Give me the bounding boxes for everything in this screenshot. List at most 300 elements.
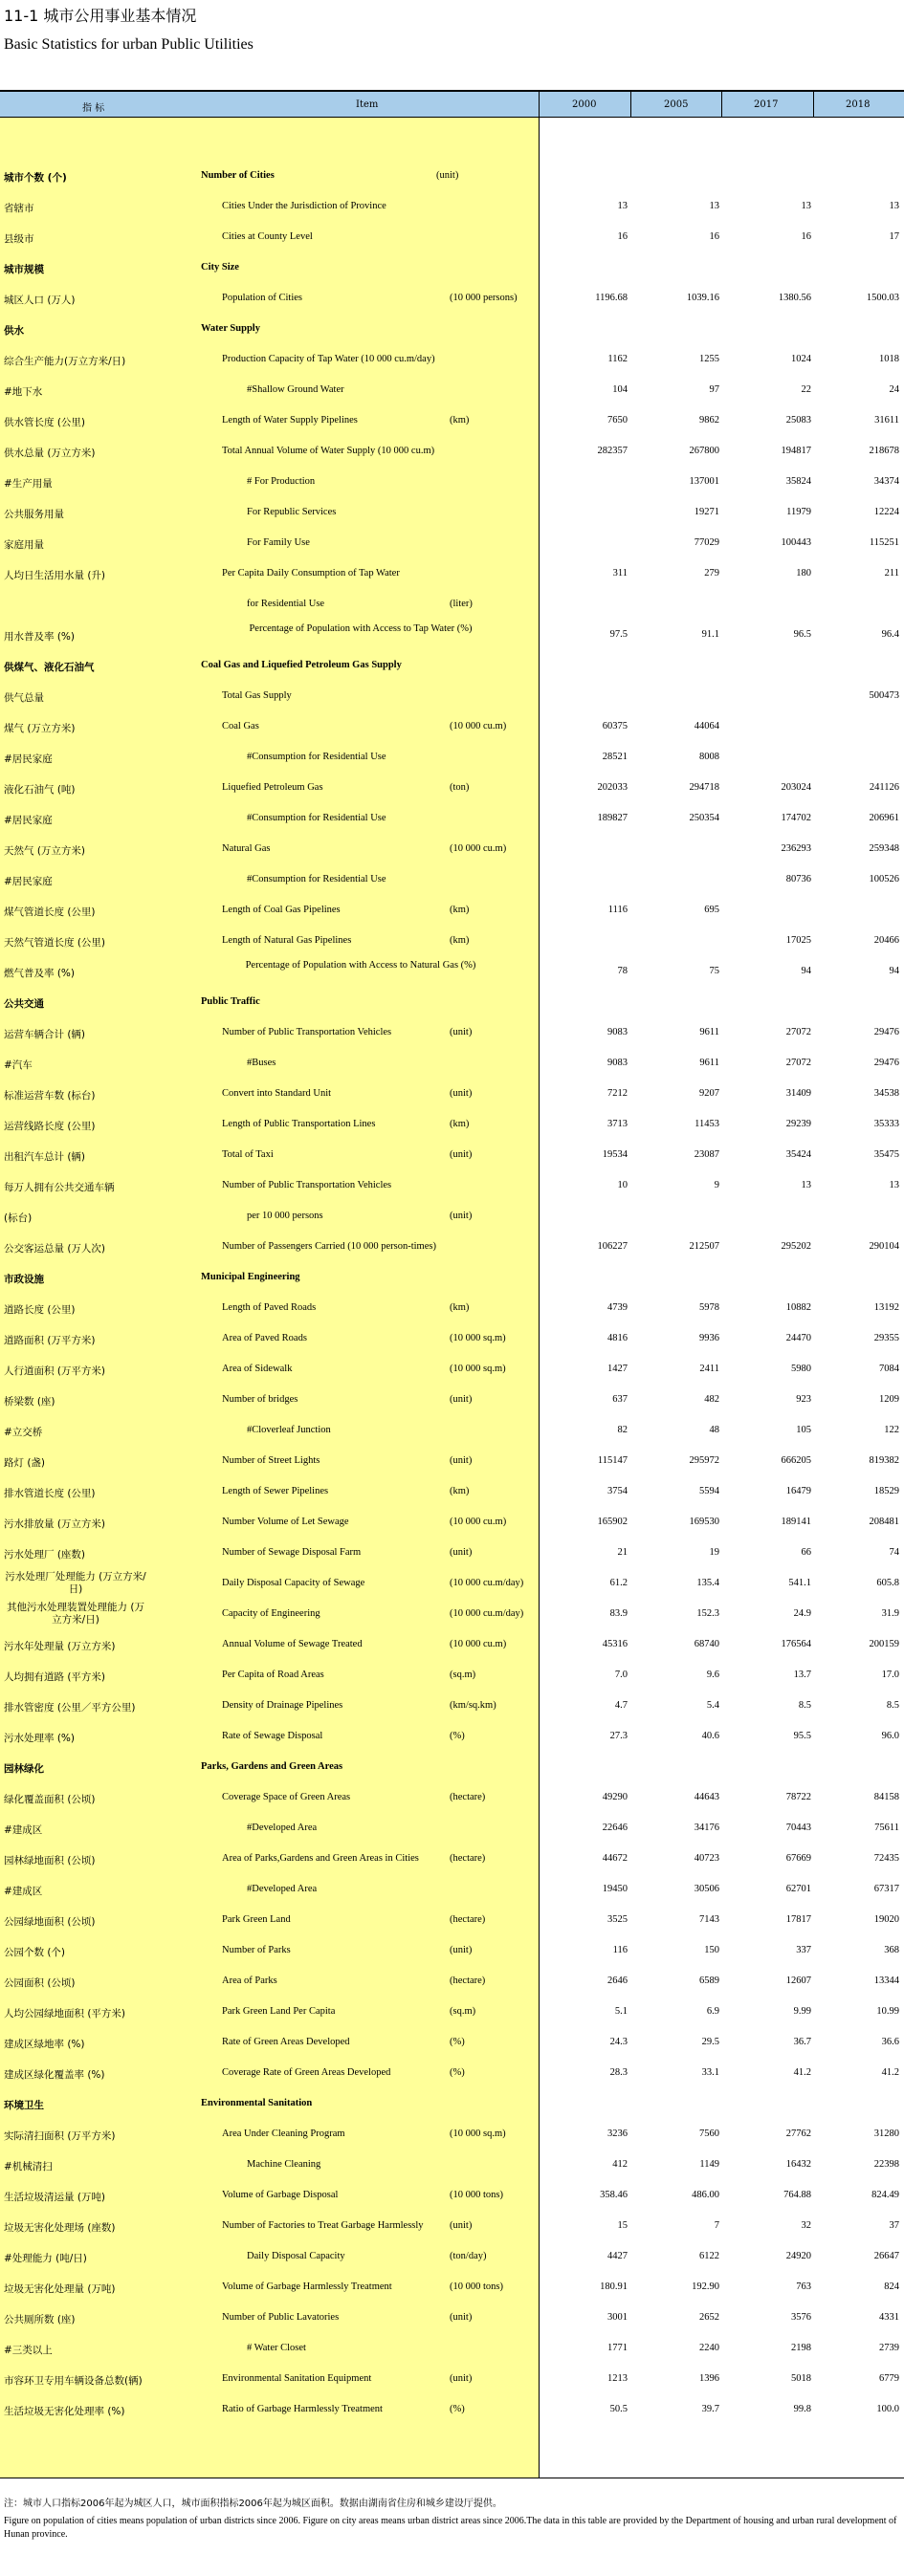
row-label-en: Daily Disposal Capacity of Sewage	[222, 1578, 365, 1588]
row-label-cn: 综合生产能力(万立方米/日)	[4, 356, 126, 367]
cell-value: 11453	[695, 1119, 719, 1129]
table-row	[0, 222, 904, 252]
cell-value: 1255	[699, 354, 719, 364]
row-label-en: Parks, Gardens and Green Areas	[201, 1761, 343, 1772]
cell-value: 67317	[873, 1884, 899, 1894]
cell-value: 137001	[689, 476, 719, 487]
row-label-en: #Consumption for Residential Use	[247, 874, 386, 884]
table-row	[0, 2241, 904, 2272]
row-label-cn: 标准运营车数 (标台)	[4, 1090, 96, 1102]
cell-value: 8008	[699, 752, 719, 762]
cell-value: 923	[796, 1394, 811, 1405]
cell-value: 169530	[689, 1517, 719, 1527]
row-label-en: Area of Parks	[222, 1976, 277, 1986]
row-label-en: Length of Natural Gas Pipelines	[222, 935, 352, 946]
table-row	[0, 436, 904, 467]
cell-value: 13	[709, 201, 719, 211]
cell-value: 74	[889, 1547, 899, 1558]
cell-value: 9611	[699, 1058, 719, 1068]
row-label-cn: #处理能力 (吨/日)	[4, 2253, 87, 2264]
row-label-cn: 人均日生活用水量 (升)	[4, 570, 106, 581]
cell-value: 3576	[791, 2312, 811, 2323]
cell-value: 22	[801, 384, 811, 395]
row-unit: (liter)	[450, 599, 473, 609]
cell-value: 203024	[781, 782, 811, 793]
cell-value: 18529	[873, 1486, 899, 1496]
row-label-en: Population of Cities	[222, 293, 302, 303]
cell-value: 62701	[785, 1884, 811, 1894]
row-label-en: Capacity of Engineering	[222, 1608, 320, 1619]
cell-value: 19	[709, 1547, 719, 1558]
cell-value: 50.5	[609, 2404, 628, 2414]
row-label-cn: 污水处理厂 (座数)	[4, 1549, 86, 1561]
cell-value: 1162	[607, 354, 628, 364]
cell-value: 7212	[607, 1088, 628, 1099]
table-row	[0, 161, 904, 191]
row-unit: (ton/day)	[450, 2251, 487, 2261]
cell-value: 24.3	[609, 2037, 628, 2047]
row-label-cn: 运营线路长度 (公里)	[4, 1121, 96, 1132]
row-label-en: # Water Closet	[247, 2343, 306, 2353]
footnote-en: Figure on population of cities means population of urban districts since 2006. Figure on city areas means urban district areas since 2006.The data in this table are provided by the Department of housing and urban rural development of Hunan province.	[4, 2516, 897, 2540]
header-divider	[630, 92, 631, 118]
row-label-en: Park Green Land Per Capita	[222, 2006, 336, 2017]
row-label-cn: #三类以上	[4, 2345, 53, 2356]
cell-value: 4.7	[614, 1700, 628, 1711]
cell-value: 95.5	[793, 1731, 811, 1741]
row-label-en: Environmental Sanitation Equipment	[222, 2373, 372, 2384]
cell-value: 9.6	[706, 1670, 719, 1680]
row-label-cn: 其他污水处理装置处理能力 (万立方米/日)	[7, 1602, 144, 1626]
row-unit: (10 000 tons)	[450, 2190, 503, 2200]
cell-value: 236293	[781, 843, 811, 854]
table-row	[0, 283, 904, 314]
cell-value: 15	[617, 2220, 628, 2231]
row-label-en: Coal Gas and Liquefied Petroleum Gas Supply	[201, 660, 402, 670]
row-unit: (km)	[450, 1302, 470, 1313]
table-row	[0, 467, 904, 497]
row-label-cn: 天然气 (万立方米)	[4, 845, 86, 857]
row-unit: (%)	[450, 2037, 465, 2047]
row-label-cn: 省辖市	[4, 203, 34, 214]
row-label-en: Water Supply	[201, 323, 260, 334]
row-label-en: Municipal Engineering	[201, 1272, 300, 1282]
row-unit: (10 000 cu.m)	[450, 1639, 507, 1649]
row-label-en: Area Under Cleaning Program	[222, 2128, 345, 2139]
row-label-en: Number of Sewage Disposal Farm	[222, 1547, 362, 1558]
row-label-en: City Size	[201, 262, 239, 273]
cell-value: 24470	[785, 1333, 811, 1343]
row-unit: (hectare)	[450, 1853, 486, 1864]
cell-value: 31409	[785, 1088, 811, 1099]
cell-value: 96.4	[881, 629, 899, 640]
row-unit: (10 000 sq.m)	[450, 1333, 506, 1343]
cell-value: 4331	[879, 2312, 899, 2323]
table-row	[0, 1905, 904, 1935]
cell-value: 32	[801, 2220, 811, 2231]
row-unit: (%)	[450, 2404, 465, 2414]
row-label-en: Total Annual Volume of Water Supply (10 000 cu.m)	[222, 446, 435, 456]
cell-value: 106227	[597, 1241, 628, 1252]
cell-value: 17.0	[881, 1670, 899, 1680]
cell-value: 1209	[879, 1394, 899, 1405]
cell-value: 282357	[597, 446, 628, 456]
cell-value: 2198	[791, 2343, 811, 2353]
cell-value: 7	[714, 2220, 719, 2231]
table-row	[0, 2364, 904, 2394]
row-unit: (hectare)	[450, 1792, 486, 1802]
row-label-cn: 县级市	[4, 233, 34, 245]
cell-value: 94	[889, 966, 899, 976]
cell-value: 4739	[607, 1302, 628, 1313]
cell-value: 763	[796, 2281, 811, 2292]
table-row	[0, 895, 904, 926]
row-label-cn: 公园面积 (公顷)	[4, 1977, 76, 1989]
cell-value: 13192	[873, 1302, 899, 1313]
table-row	[0, 2303, 904, 2333]
row-unit: (hectare)	[450, 1976, 486, 1986]
row-label-en: Rate of Sewage Disposal	[222, 1731, 323, 1741]
table-row	[0, 711, 904, 742]
cell-value: 150	[704, 1945, 719, 1955]
cell-value: 16	[709, 231, 719, 242]
cell-value: 294718	[689, 782, 719, 793]
row-label-en: Total of Taxi	[222, 1149, 274, 1160]
cell-value: 9936	[699, 1333, 719, 1343]
row-label-en: Natural Gas	[222, 843, 271, 854]
cell-value: 115147	[597, 1455, 628, 1466]
row-label-cn: 城市个数 (个)	[4, 172, 67, 184]
table-row	[0, 1201, 904, 1232]
cell-value: 3713	[607, 1119, 628, 1129]
cell-value: 9083	[607, 1058, 628, 1068]
cell-value: 29476	[873, 1058, 899, 1068]
table-row	[0, 2058, 904, 2088]
table-row	[0, 2119, 904, 2150]
row-label-cn: 市政设施	[4, 1274, 44, 1285]
cell-value: 27762	[785, 2128, 811, 2139]
table-row	[0, 1048, 904, 1079]
cell-value: 44643	[694, 1792, 719, 1802]
cell-value: 11979	[786, 507, 811, 517]
row-label-en: Machine Cleaning	[247, 2159, 321, 2170]
row-label-en: For Republic Services	[247, 507, 337, 517]
cell-value: 29476	[873, 1027, 899, 1037]
cell-value: 135.4	[696, 1578, 719, 1588]
row-label-cn: #居民家庭	[4, 815, 53, 826]
cell-value: 35333	[873, 1119, 899, 1129]
row-unit: (km)	[450, 1486, 470, 1496]
table-row	[0, 1293, 904, 1323]
row-label-en: # For Production	[247, 476, 316, 487]
cell-value: 20466	[873, 935, 899, 946]
cell-value: 78722	[785, 1792, 811, 1802]
cell-value: 176564	[781, 1639, 811, 1649]
cell-value: 824.49	[871, 2190, 899, 2200]
row-label-cn: 每万人拥有公共交通车辆	[4, 1182, 115, 1193]
row-label-en: Public Traffic	[201, 996, 260, 1007]
cell-value: 7560	[699, 2128, 719, 2139]
header-item-en: Item	[356, 99, 379, 110]
table-row	[0, 558, 904, 589]
row-label-cn: 人均公园绿地面积 (平方米)	[4, 2008, 126, 2019]
cell-value: 7084	[879, 1364, 899, 1374]
row-unit: (unit)	[450, 1027, 473, 1037]
footnote-cn: 注：城市人口指标2006年起为城区人口，城市面积指标2006年起为城区面积。数据由湖南省住房和城乡建设厅提供。	[4, 2499, 502, 2509]
cell-value: 1018	[879, 354, 899, 364]
header-divider	[539, 92, 540, 118]
row-label-cn: 公共厕所数 (座)	[4, 2314, 76, 2325]
table-row	[0, 1538, 904, 1568]
cell-value: 202033	[597, 782, 628, 793]
header-year-2017: 2017	[754, 99, 779, 110]
cell-value: 9611	[699, 1027, 719, 1037]
row-unit: (10 000 tons)	[450, 2281, 503, 2292]
row-label-cn: 园林绿化	[4, 1763, 44, 1775]
cell-value: 13344	[873, 1976, 899, 1986]
table-row	[0, 1262, 904, 1293]
row-label-cn: 道路面积 (万平方米)	[4, 1335, 96, 1346]
table-row	[0, 1660, 904, 1691]
cell-value: 60375	[602, 721, 628, 731]
cell-value: 605.8	[876, 1578, 899, 1588]
cell-value: 637	[612, 1394, 628, 1405]
row-label-cn: 桥梁数 (座)	[4, 1396, 55, 1408]
cell-value: 152.3	[696, 1608, 719, 1619]
row-label-en: Number of bridges	[222, 1394, 298, 1405]
row-label-en: #Buses	[247, 1058, 276, 1068]
table-row	[0, 681, 904, 711]
row-label-cn: 污水处理率 (%)	[4, 1733, 76, 1744]
cell-value: 1196.68	[595, 293, 628, 303]
table-row	[0, 987, 904, 1017]
table-row	[0, 405, 904, 436]
row-label-cn: #地下水	[4, 386, 43, 398]
header-item-cn: 指 标	[82, 103, 105, 114]
cell-value: 6589	[699, 1976, 719, 1986]
cell-value: 35475	[873, 1149, 899, 1160]
table-row	[0, 1385, 904, 1415]
cell-value: 259348	[869, 843, 899, 854]
cell-value: 295972	[689, 1455, 719, 1466]
row-unit: (hectare)	[450, 1914, 486, 1925]
row-unit: (km)	[450, 415, 470, 426]
cell-value: 28.3	[609, 2067, 628, 2078]
row-label-cn: 污水处理厂处理能力 (万立方米/日)	[5, 1571, 146, 1595]
row-label-cn: 城区人口 (万人)	[4, 295, 76, 306]
cell-value: 41.2	[793, 2067, 811, 2078]
cell-value: 27072	[785, 1027, 811, 1037]
cell-value: 5.4	[706, 1700, 719, 1711]
row-label-cn: 人均拥有道路 (平方米)	[4, 1671, 106, 1683]
header-divider	[721, 92, 722, 118]
cell-value: 290104	[869, 1241, 899, 1252]
row-label-cn: 道路长度 (公里)	[4, 1304, 76, 1316]
row-label-cn: 实际清扫面积 (万平方米)	[4, 2130, 116, 2142]
row-unit: (unit)	[450, 1547, 473, 1558]
table-row	[0, 2394, 904, 2425]
cell-value: 78	[617, 966, 628, 976]
cell-value: 68740	[694, 1639, 719, 1649]
row-label-cn: 煤气管道长度 (公里)	[4, 906, 96, 918]
row-unit: (%)	[450, 2067, 465, 2078]
cell-value: 29.5	[701, 2037, 719, 2047]
cell-value: 695	[704, 905, 719, 915]
table-row	[0, 2211, 904, 2241]
cell-value: 666205	[781, 1455, 811, 1466]
cell-value: 12607	[785, 1976, 811, 1986]
cell-value: 9	[714, 1180, 719, 1190]
cell-value: 6122	[699, 2251, 719, 2261]
cell-value: 30506	[694, 1884, 719, 1894]
row-label-en: Number of Parks	[222, 1945, 291, 1955]
cell-value: 10.99	[876, 2006, 899, 2017]
table-row	[0, 1966, 904, 1997]
row-label-cn: #居民家庭	[4, 876, 53, 887]
cell-value: 206961	[869, 813, 899, 823]
row-unit: (10 000 sq.m)	[450, 1364, 506, 1374]
cell-value: 211	[884, 568, 899, 579]
cell-value: 218678	[869, 446, 899, 456]
cell-value: 25083	[785, 415, 811, 426]
cell-value: 96.5	[793, 629, 811, 640]
cell-value: 295202	[781, 1241, 811, 1252]
cell-value: 17	[889, 231, 899, 242]
table-row	[0, 528, 904, 558]
row-label-en: Number of Passengers Carried (10 000 person-times)	[222, 1241, 436, 1252]
row-label-en: Per Capita of Road Areas	[222, 1670, 324, 1680]
row-label-cn: 公共服务用量	[4, 509, 64, 520]
table-row	[0, 1997, 904, 2027]
cell-value: 311	[612, 568, 628, 579]
row-label-cn: #汽车	[4, 1059, 33, 1071]
row-label-en: Number Volume of Let Sewage	[222, 1517, 349, 1527]
cell-value: 21	[617, 1547, 628, 1558]
cell-value: 83.9	[609, 1608, 628, 1619]
cell-value: 75611	[874, 1823, 899, 1833]
cell-value: 27.3	[609, 1731, 628, 1741]
cell-value: 1116	[607, 905, 628, 915]
row-unit: (10 000 persons)	[450, 293, 518, 303]
table-row	[0, 1752, 904, 1782]
cell-value: 24920	[785, 2251, 811, 2261]
cell-value: 80736	[785, 874, 811, 884]
cell-value: 34538	[873, 1088, 899, 1099]
cell-value: 116	[612, 1945, 628, 1955]
row-label-en: Coverage Space of Green Areas	[222, 1792, 351, 1802]
table-row	[0, 1476, 904, 1507]
row-label-en: Area of Paved Roads	[222, 1333, 307, 1343]
cell-value: 40.6	[701, 1731, 719, 1741]
row-label-en: Cities at County Level	[222, 231, 313, 242]
cell-value: 36.7	[793, 2037, 811, 2047]
row-label-en: #Shallow Ground Water	[247, 384, 344, 395]
cell-value: 7143	[699, 1914, 719, 1925]
row-label-cn: 运营车辆合计 (辆)	[4, 1029, 86, 1040]
table-row	[0, 1568, 904, 1599]
row-label-en: Area of Parks,Gardens and Green Areas in Cities	[222, 1853, 419, 1864]
row-unit: (km)	[450, 935, 470, 946]
cell-value: 180	[796, 568, 811, 579]
row-label-en: Coal Gas	[222, 721, 259, 731]
cell-value: 41.2	[881, 2067, 899, 2078]
row-unit: (km/sq.km)	[450, 1700, 496, 1711]
cell-value: 34176	[694, 1823, 719, 1833]
cell-value: 5980	[791, 1364, 811, 1374]
row-label-en: per 10 000 persons	[247, 1211, 323, 1221]
row-label-cn: 公园绿地面积 (公顷)	[4, 1916, 96, 1928]
cell-value: 49290	[602, 1792, 628, 1802]
cell-value: 96.0	[881, 1731, 899, 1741]
row-label-cn: 环境卫生	[4, 2100, 44, 2111]
row-label-cn: #居民家庭	[4, 753, 53, 765]
row-label-en: #Consumption for Residential Use	[247, 813, 386, 823]
row-label-en: Length of Coal Gas Pipelines	[222, 905, 341, 915]
row-label-cn: 生活垃圾无害化处理率 (%)	[4, 2406, 125, 2417]
row-label-cn: 城市规模	[4, 264, 44, 275]
row-label-cn: 垃圾无害化处理量 (万吨)	[4, 2283, 116, 2295]
cell-value: 100.0	[876, 2404, 899, 2414]
cell-value: 9207	[699, 1088, 719, 1099]
row-label-en: Annual Volume of Sewage Treated	[222, 1639, 363, 1649]
row-label-en: Daily Disposal Capacity	[247, 2251, 345, 2261]
cell-value: 8.5	[886, 1700, 899, 1711]
cell-value: 12224	[873, 507, 899, 517]
cell-value: 1500.03	[866, 293, 899, 303]
table-row	[0, 1691, 904, 1721]
cell-value: 7650	[607, 415, 628, 426]
cell-value: 94	[801, 966, 811, 976]
table-row	[0, 2272, 904, 2303]
table-row	[0, 252, 904, 283]
cell-value: 100443	[781, 537, 811, 548]
row-unit: (10 000 sq.m)	[450, 2128, 506, 2139]
row-unit: (unit)	[450, 1455, 473, 1466]
row-label-en: Total Gas Supply	[222, 690, 292, 701]
cell-value: 70443	[785, 1823, 811, 1833]
cell-value: 1039.16	[686, 293, 719, 303]
cell-value: 115251	[869, 537, 899, 548]
cell-value: 24.9	[793, 1608, 811, 1619]
row-label-cn: #生产用量	[4, 478, 53, 490]
table-row	[0, 1232, 904, 1262]
table-row	[0, 314, 904, 344]
row-label-en: Density of Drainage Pipelines	[222, 1700, 343, 1711]
cell-value: 194817	[781, 446, 811, 456]
cell-value: 13	[801, 1180, 811, 1190]
cell-value: 29239	[785, 1119, 811, 1129]
row-label-en: #Cloverleaf Junction	[247, 1425, 331, 1435]
table-row	[0, 1415, 904, 1446]
row-label-cn: 排水管道长度 (公里)	[4, 1488, 96, 1499]
cell-value: 31611	[874, 415, 899, 426]
row-unit: (sq.m)	[450, 1670, 476, 1680]
cell-value: 82	[617, 1425, 628, 1435]
cell-value: 23087	[694, 1149, 719, 1160]
cell-value: 67669	[785, 1853, 811, 1864]
cell-value: 16	[617, 231, 628, 242]
table-row	[0, 1935, 904, 1966]
row-label-en: Liquefied Petroleum Gas	[222, 782, 323, 793]
row-unit: (10 000 cu.m)	[450, 1517, 507, 1527]
page-title-en: Basic Statistics for urban Public Utilities	[4, 36, 254, 53]
cell-value: 84158	[873, 1792, 899, 1802]
cell-value: 44672	[602, 1853, 628, 1864]
row-label-cn: 污水年处理量 (万立方米)	[4, 1641, 116, 1652]
cell-value: 819382	[869, 1455, 899, 1466]
cell-value: 91.1	[701, 629, 719, 640]
row-label-cn: #建成区	[4, 1824, 43, 1836]
